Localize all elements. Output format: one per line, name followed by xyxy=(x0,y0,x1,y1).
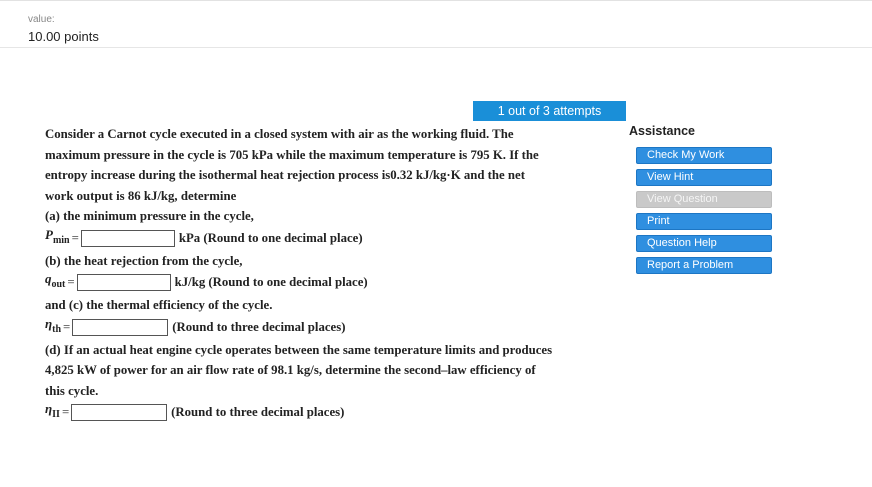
symbol-eta-th: $\eta_{th}$ xyxy=(45,315,62,335)
equals-sign: = xyxy=(71,230,79,245)
attempts-badge: 1 out of 3 attempts xyxy=(473,101,626,121)
p-min-input[interactable] xyxy=(81,230,175,247)
eta-ii-input[interactable] xyxy=(71,404,167,421)
part-a-text: (a) the minimum pressure in the cycle, xyxy=(45,209,254,223)
top-border xyxy=(0,0,872,1)
report-problem-button[interactable]: Report a Problem xyxy=(636,257,772,274)
part-b-text: (b) the heat rejection from the cycle, xyxy=(45,253,243,268)
answer-row-d xyxy=(45,401,610,424)
answer-row-a xyxy=(45,227,610,250)
symbol-p-min: $P_{min}$ xyxy=(45,226,70,246)
assistance-title: Assistance xyxy=(629,124,696,138)
q-out-input[interactable] xyxy=(77,274,171,291)
equals-sign: = xyxy=(61,405,70,420)
check-my-work-button[interactable]: Check My Work xyxy=(636,147,772,164)
eta-th-input[interactable] xyxy=(72,319,168,336)
question-body xyxy=(45,124,610,425)
equals-sign: = xyxy=(67,275,75,290)
question-intro-line: work output is 86 kJ/kg, determine xyxy=(45,188,237,203)
eta-th-unit: (Round to three decimal places) xyxy=(172,319,346,334)
view-hint-button[interactable]: View Hint xyxy=(636,169,772,186)
symbol-q-out: $q_{out}$ xyxy=(45,271,66,291)
p-min-unit: kPa (Round to one decimal place) xyxy=(178,230,363,245)
equals-sign: = xyxy=(63,319,71,334)
answer-row-b xyxy=(45,271,610,294)
part-d-text: this cycle. xyxy=(45,383,99,398)
symbol-eta-ii: $\eta_{II}$ xyxy=(45,401,60,421)
question-help-button[interactable]: Question Help xyxy=(636,235,772,252)
points-value: 10.00 points xyxy=(28,29,99,44)
q-out-unit: kJ/kg (Round to one decimal place) xyxy=(174,275,368,290)
eta-ii-unit: (Round to three decimal places) xyxy=(171,405,345,420)
answer-row-c xyxy=(45,316,610,339)
part-d-text: (d) If an actual heat engine cycle operates between the same temperature limits and produces xyxy=(45,342,553,357)
print-button[interactable]: Print xyxy=(636,213,772,230)
header-divider xyxy=(0,47,872,48)
question-intro-line: entropy increase during the isothermal heat rejection process is0.32 kJ/kg·K and the net xyxy=(45,168,525,182)
question-intro-line: Consider a Carnot cycle executed in a closed system with air as the working fluid. The xyxy=(45,127,514,141)
question-intro-line: maximum pressure in the cycle is 705 kPa while the maximum temperature is 795 K. If the xyxy=(45,147,539,162)
view-question-button: View Question xyxy=(636,191,772,208)
part-d-text: 4,825 kW of power for an air flow rate of 98.1 kg/s, determine the second–law efficiency of xyxy=(45,363,536,377)
part-c-text: and (c) the thermal efficiency of the cycle. xyxy=(45,298,273,312)
value-label: value: xyxy=(28,14,55,25)
